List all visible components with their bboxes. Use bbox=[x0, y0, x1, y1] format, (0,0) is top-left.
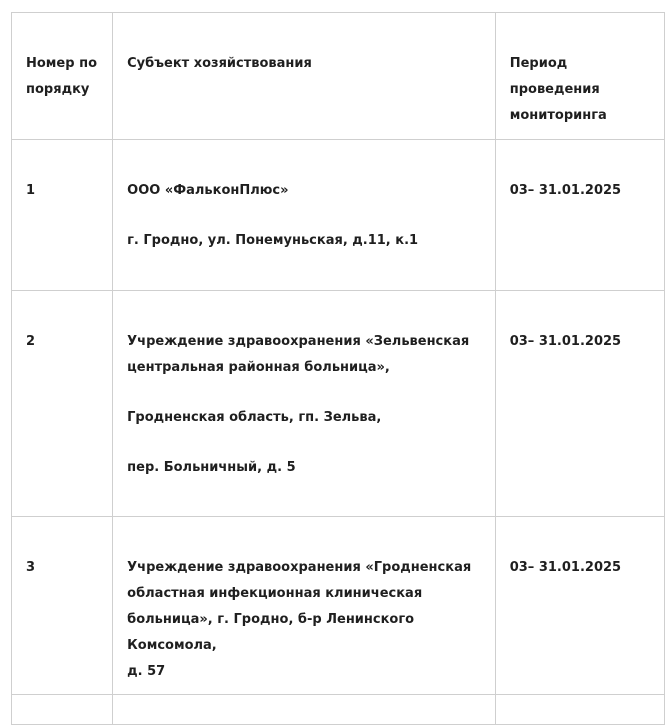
row-2-address-line-1: Гродненская область, гп. Зельва, bbox=[127, 410, 382, 425]
row-4-period bbox=[495, 695, 664, 725]
row-3-name-line-1: Учреждение здравоохранения «Гродненская bbox=[127, 560, 472, 575]
row-1-number: 1 bbox=[12, 140, 113, 291]
header-period bbox=[495, 13, 664, 140]
row-3-name-line-2: областная инфекционная клиническая bbox=[127, 586, 423, 601]
row-3-name-line-4: д. 57 bbox=[127, 664, 166, 679]
row-2-period: 03– 31.01.2025 bbox=[495, 291, 664, 517]
row-2-address-line-2: пер. Больничный, д. 5 bbox=[127, 460, 296, 475]
header-subject bbox=[113, 13, 496, 140]
row-1-name: ООО «ФальконПлюс» bbox=[127, 183, 289, 198]
header-period-line-2: мониторинга bbox=[509, 108, 607, 123]
row-3-name-line-3: больница», г. Гродно, б-р Ленинского Комсомола, bbox=[127, 612, 415, 653]
row-3-subject bbox=[113, 517, 496, 695]
table-header-row bbox=[12, 13, 665, 140]
row-3-number: 3 bbox=[12, 517, 113, 695]
row-2-name-line-2: центральная районная больница», bbox=[127, 360, 390, 375]
table-row bbox=[12, 140, 665, 291]
row-2-number: 2 bbox=[12, 291, 113, 517]
row-2-name bbox=[127, 329, 485, 381]
row-2-name-line-1: Учреждение здравоохранения «Зельвенская bbox=[127, 334, 470, 349]
table-row bbox=[12, 517, 665, 695]
row-1-subject bbox=[113, 140, 496, 291]
row-4-subject bbox=[113, 695, 496, 725]
row-4-number bbox=[12, 695, 113, 725]
header-period-line-1: Период проведения bbox=[509, 56, 600, 97]
row-3-period: 03– 31.01.2025 bbox=[495, 517, 664, 695]
table-row bbox=[12, 695, 665, 725]
row-1-address: г. Гродно, ул. Понемуньская, д.11, к.1 bbox=[127, 233, 419, 248]
header-number bbox=[12, 13, 113, 140]
monitoring-table bbox=[11, 12, 665, 725]
row-3-name bbox=[127, 555, 485, 685]
header-number-line-1: Номер по bbox=[26, 56, 97, 71]
table-row bbox=[12, 291, 665, 517]
row-2-subject bbox=[113, 291, 496, 517]
header-number-line-2: порядку bbox=[26, 82, 90, 97]
row-1-period: 03– 31.01.2025 bbox=[495, 140, 664, 291]
header-subject-text: Субъект хозяйствования bbox=[127, 56, 312, 71]
